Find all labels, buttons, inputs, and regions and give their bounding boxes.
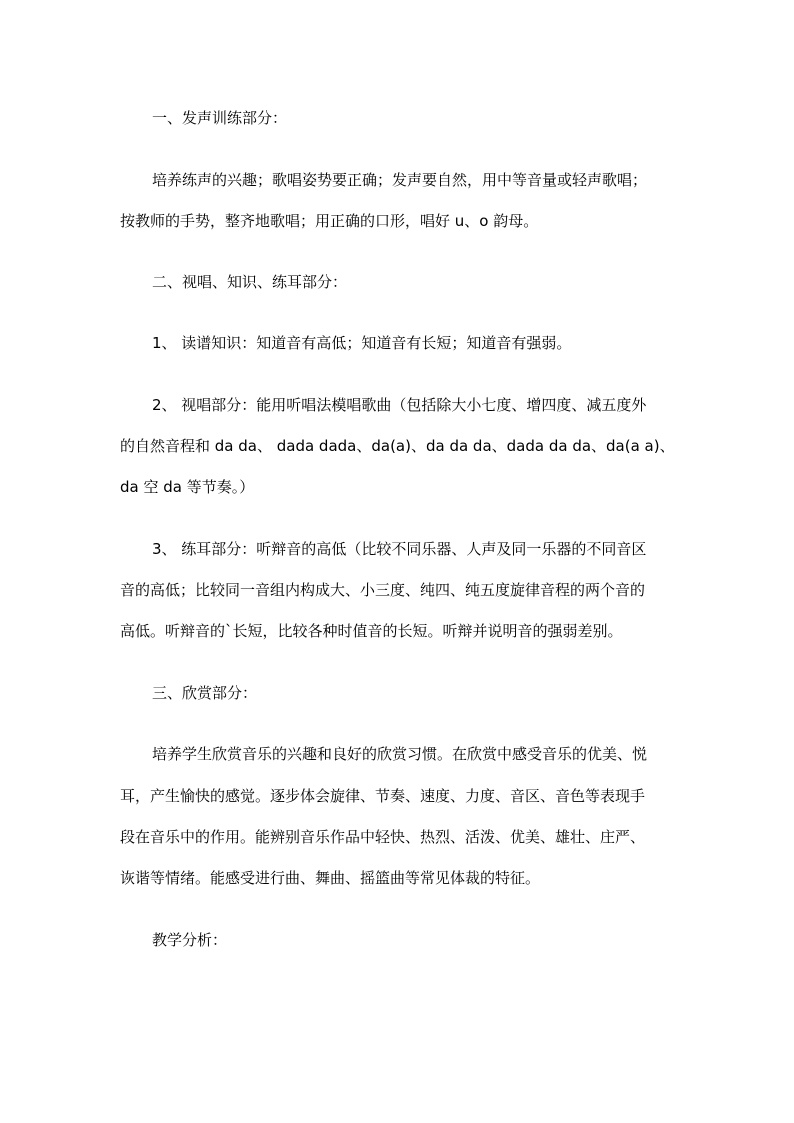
- paragraph-vocal-line-2: 按教师的手势，整齐地歌唱；用正确的口形，唱好 u、o 韵母。: [120, 212, 539, 230]
- paragraph-appreciation-line-3: 段在音乐中的作用。能辨别音乐作品中轻快、热烈、活泼、优美、雄壮、庄严、: [120, 828, 646, 846]
- heading-appreciation: 三、欣赏部分：: [152, 684, 258, 702]
- paragraph-appreciation-line-1: 培养学生欣赏音乐的兴趣和良好的欣赏习惯。在欣赏中感受音乐的优美、悦: [152, 745, 648, 763]
- item-2-sight-singing-line-2: 的自然音程和 da da、 dada dada、da(a)、da da da、dada da da、da(a a)、: [120, 437, 675, 455]
- paragraph-vocal-line-1: 培养练声的兴趣；歌唱姿势要正确；发声要自然，用中等音量或轻声歌唱；: [152, 171, 648, 189]
- item-2-sight-singing-line-1: 2、 视唱部分：能用听唱法模唱歌曲（包括除大小七度、增四度、减五度外: [152, 396, 647, 414]
- item-1-notation-knowledge: 1、 读谱知识：知道音有高低；知道音有长短；知道音有强弱。: [152, 334, 572, 352]
- paragraph-appreciation-line-2: 耳，产生愉快的感觉。逐步体会旋律、节奏、速度、力度、音区、音色等表现手: [120, 787, 646, 805]
- item-3-ear-training-line-1: 3、 练耳部分：听辩音的高低（比较不同乐器、人声及同一乐器的不同音区: [152, 540, 647, 558]
- item-3-ear-training-line-3: 高低。听辩音的`长短，比较各种时值音的长短。听辩并说明音的强弱差别。: [120, 622, 623, 640]
- item-3-ear-training-line-2: 音的高低；比较同一音组内构成大、小三度、纯四、纯五度旋律音程的两个音的: [120, 581, 646, 599]
- heading-teaching-analysis: 教学分析：: [152, 931, 228, 949]
- heading-vocal-training: 一、发声训练部分：: [152, 109, 288, 127]
- item-2-sight-singing-line-3: da 空 da 等节奏。）: [120, 478, 255, 496]
- heading-sight-singing: 二、视唱、知识、练耳部分：: [152, 273, 348, 291]
- paragraph-appreciation-line-4: 诙谐等情绪。能感受进行曲、舞曲、摇篮曲等常见体裁的特征。: [120, 869, 541, 887]
